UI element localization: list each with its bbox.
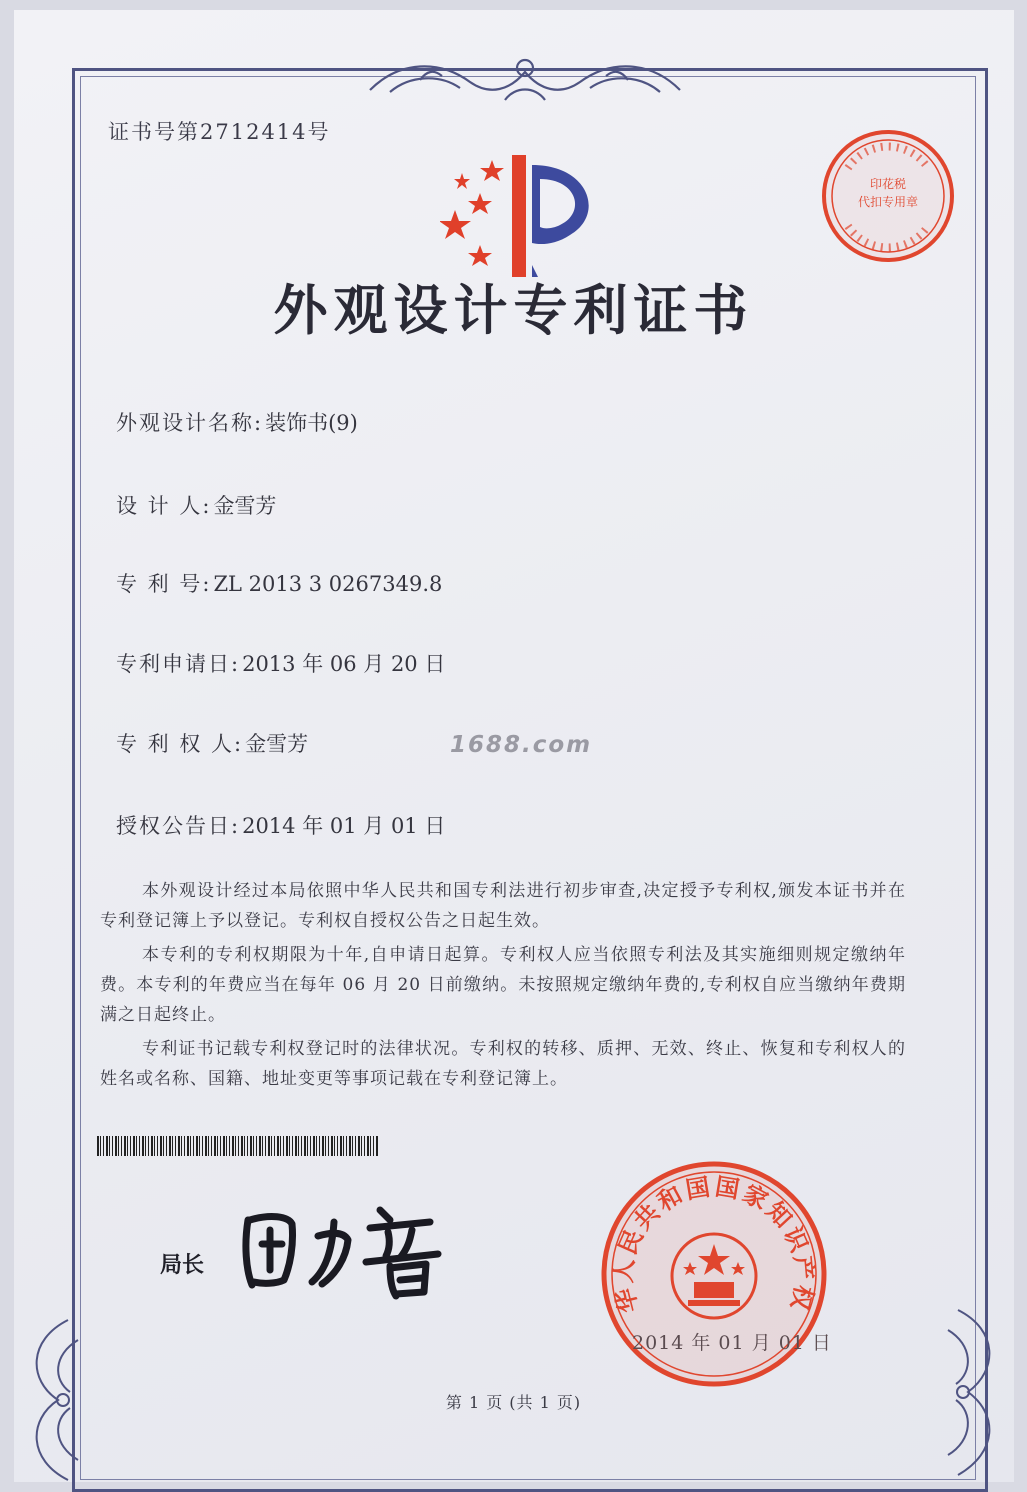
- field-designer: [116, 490, 276, 520]
- top-ornament: [360, 50, 690, 108]
- tax-seal: [818, 126, 958, 270]
- svg-text:印花税: 印花税: [869, 177, 907, 191]
- field-label: 设 计 人:: [116, 494, 212, 518]
- field-value: 装饰书(9): [265, 411, 358, 435]
- field-grant-date: [116, 810, 445, 840]
- certificate-body: [100, 876, 906, 1098]
- field-patentee: [116, 728, 308, 758]
- field-patent-number: [116, 568, 442, 598]
- director-label: 局长: [160, 1253, 205, 1278]
- page-title: 外观设计专利证书: [273, 279, 754, 342]
- official-seal: [598, 1158, 830, 1394]
- field-value: 金雪芳: [213, 494, 277, 518]
- barcode: [97, 1136, 379, 1156]
- svg-text:中华人民共和国国家知识产权局: 华人民共和国国家知识产权: [609, 1172, 819, 1316]
- field-label: 专 利 号:: [116, 572, 212, 596]
- body-paragraph: 本外观设计经过本局依照中华人民共和国专利法进行初步审查,决定授予专利权,颁发本证书并在专利登记簿上予以登记。专利权自授权公告之日起生效。: [100, 881, 906, 931]
- field-value: 2014 年 01 月 01 日: [242, 814, 446, 838]
- field-label: 外观设计名称:: [116, 411, 264, 435]
- field-label: 专 利 权 人:: [116, 732, 244, 756]
- director-signature: [240, 1200, 480, 1304]
- field-value: 金雪芳: [245, 732, 309, 756]
- watermark: 1688.com: [450, 732, 593, 758]
- svg-text:代扣专用章: 代扣专用章: [857, 195, 919, 209]
- field-value: 2013 年 06 月 20 日: [242, 652, 446, 676]
- cnipa-logo: [440, 155, 610, 284]
- seal-date: 2014 年 01 月 01 日: [632, 1332, 832, 1354]
- field-value: ZL 2013 3 0267349.8: [213, 572, 443, 596]
- body-paragraph: 本专利的专利权期限为十年,自申请日起算。专利权人应当依照专利法及其实施细则规定缴纳年费。本专利的年费应当在每年 06 月 20 日前缴纳。未按照规定缴纳年费的,专利权自应当缴纳年费期满之日起终止。: [100, 945, 906, 1025]
- field-design-name: [116, 407, 358, 437]
- field-label: 授权公告日:: [116, 814, 241, 838]
- page-number: 第 1 页 (共 1 页): [445, 1393, 582, 1412]
- body-paragraph: 专利证书记载专利权登记时的法律状况。专利权的转移、质押、无效、终止、恢复和专利权人的姓名或名称、国籍、地址变更等事项记载在专利登记簿上。: [100, 1039, 906, 1089]
- certificate-number: 证书号第2712414号: [108, 120, 331, 144]
- field-label: 专利申请日:: [116, 652, 241, 676]
- field-application-date: [116, 648, 445, 678]
